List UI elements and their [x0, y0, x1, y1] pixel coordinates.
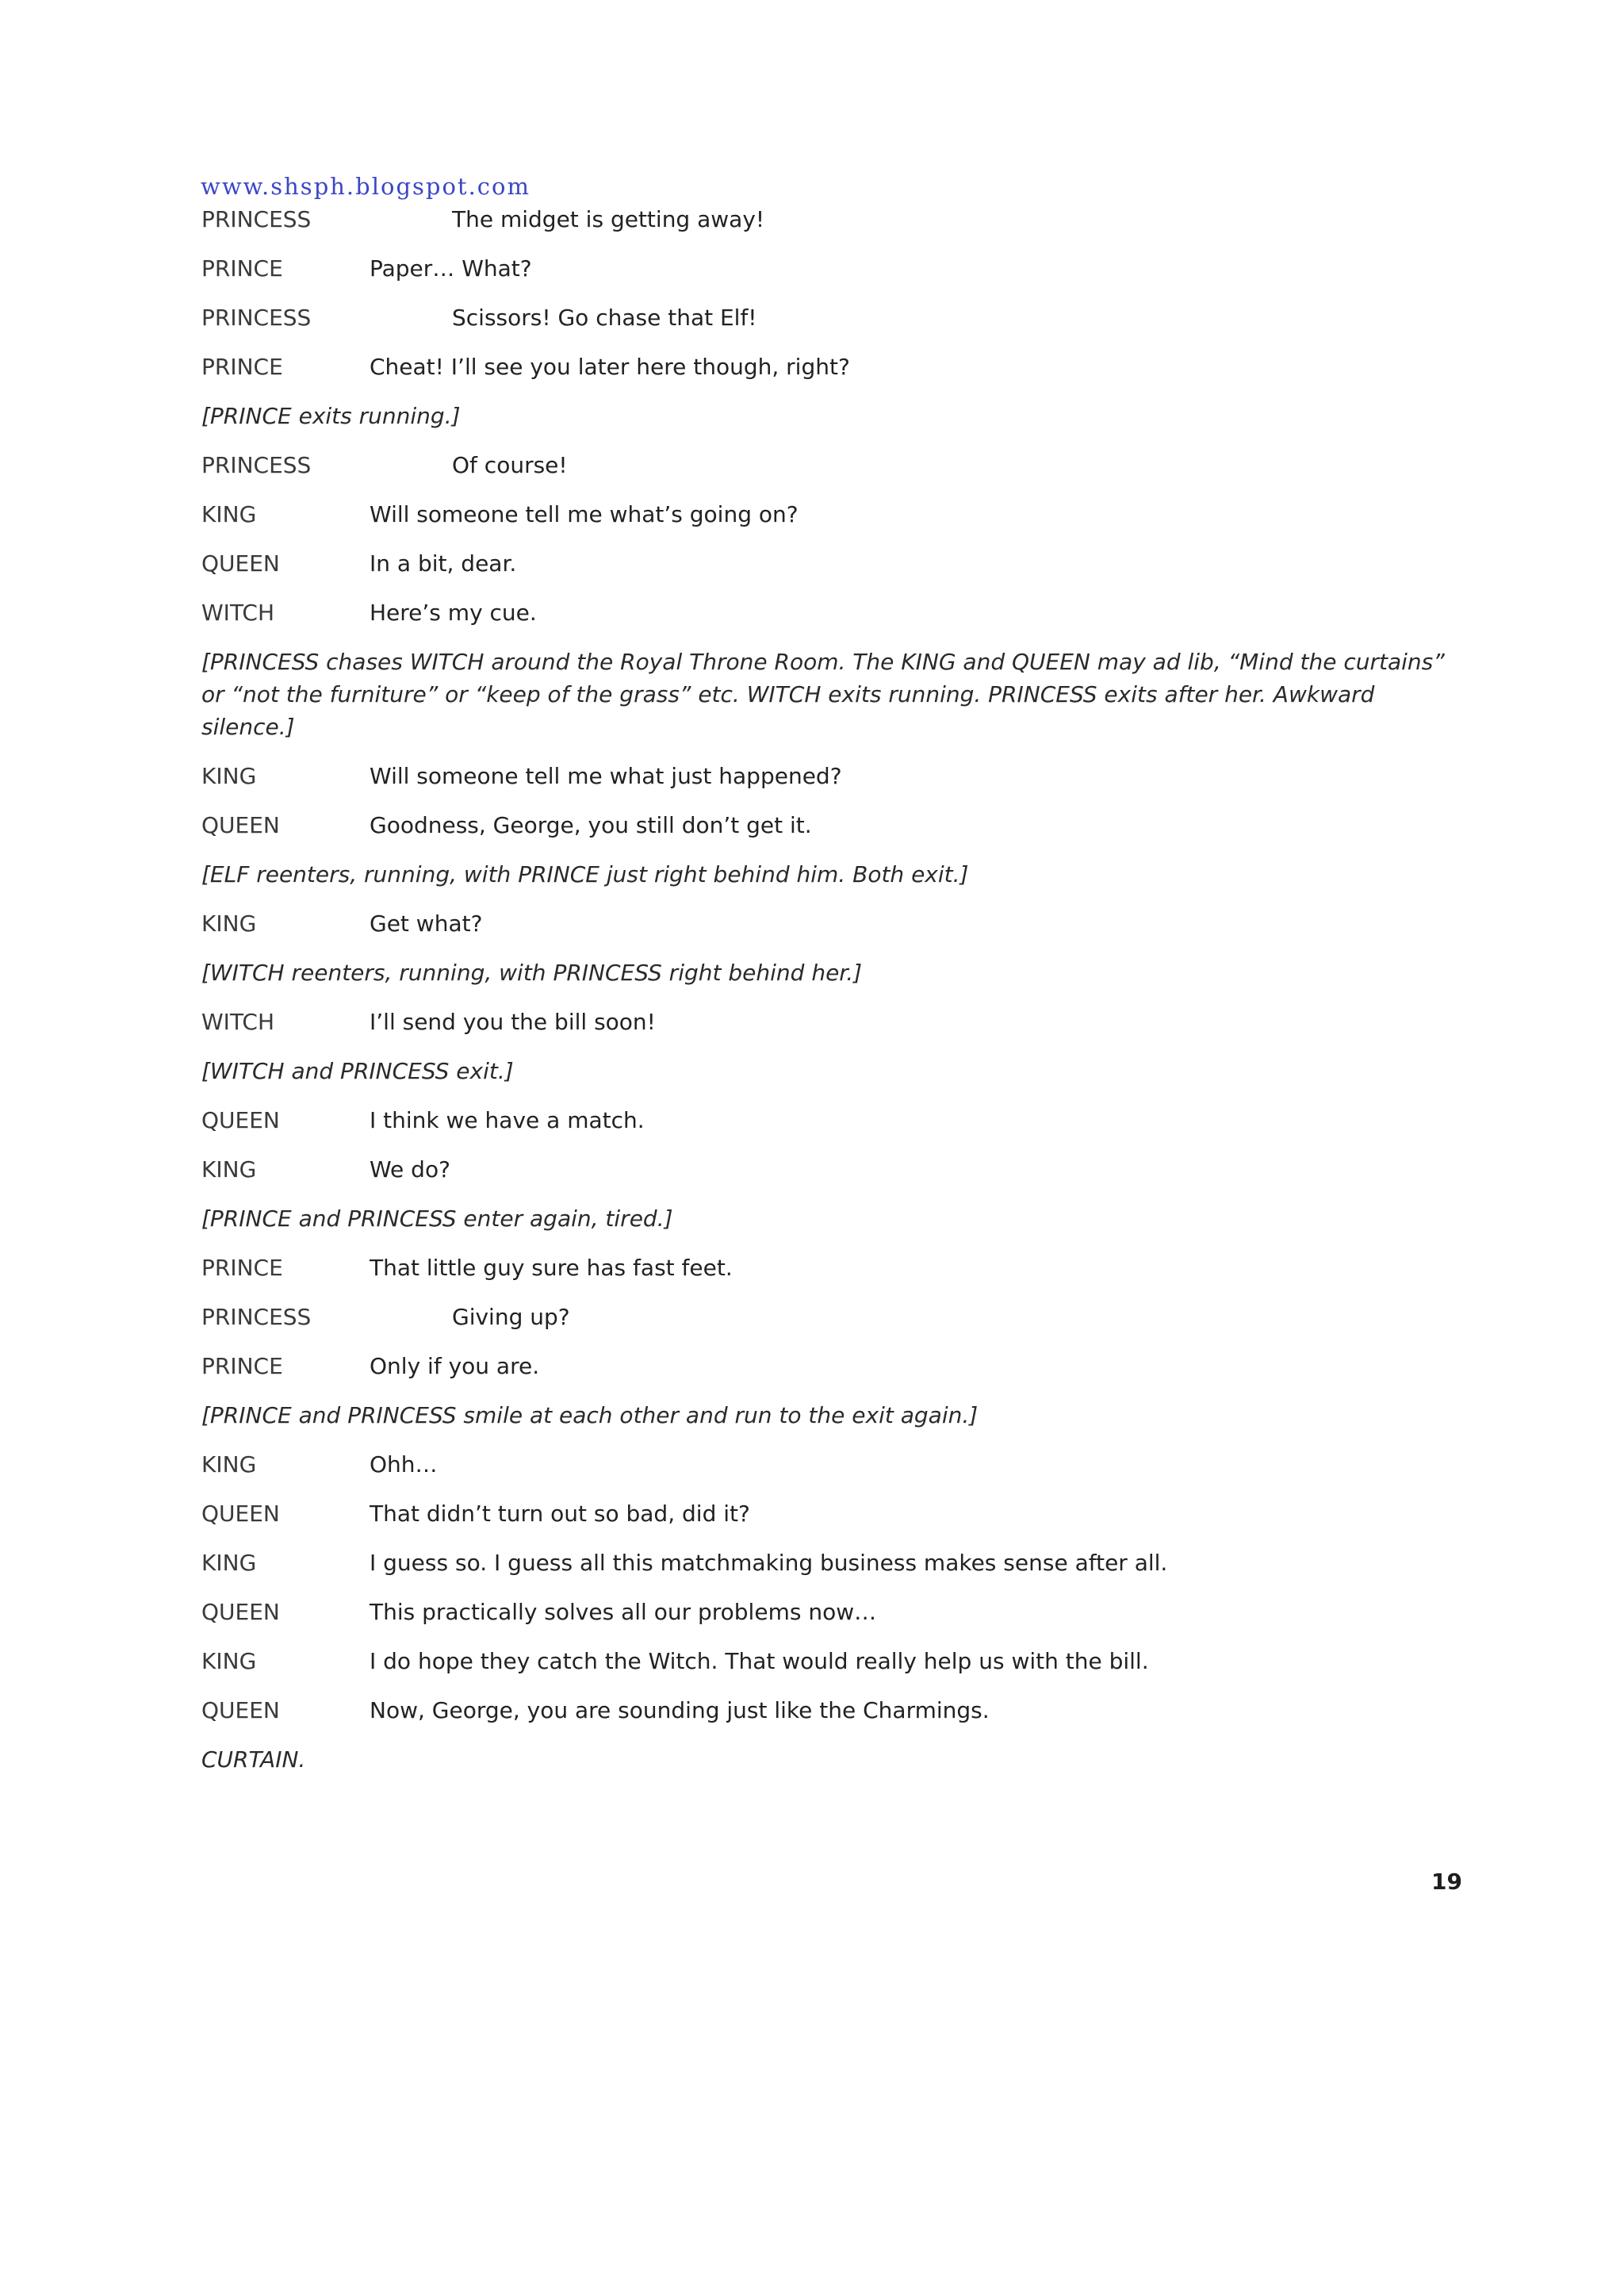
dialogue-line — [201, 1350, 1470, 1382]
dialogue-text: In a bit, dear. — [370, 550, 517, 577]
stage-direction: [WITCH reenters, running, with PRINCESS right behind her.] — [201, 960, 863, 986]
script-body — [201, 203, 1470, 1792]
dialogue-line — [201, 1301, 1470, 1333]
dialogue-text: I think we have a match. — [370, 1107, 645, 1133]
speaker-name: QUEEN — [201, 1107, 280, 1133]
dialogue-text: Here’s my cue. — [370, 600, 537, 626]
dialogue-line — [201, 547, 1470, 580]
speaker-name: QUEEN — [201, 1501, 280, 1527]
dialogue-line — [201, 498, 1470, 531]
dialogue-text: Paper… What? — [370, 255, 532, 282]
stage-direction: [PRINCESS chases WITCH around the Royal Throne Room. The KING and QUEEN may ad lib, “Mind the curtains” or “not the furniture” or “keep of the grass” etc. WITCH exits running. PRINCESS exits after her. Awkward silence.] — [201, 649, 1445, 740]
dialogue-text: Will someone tell me what just happened? — [370, 763, 842, 789]
dialogue-text: We do? — [370, 1156, 450, 1182]
dialogue-line — [201, 1448, 1470, 1481]
stage-direction: [PRINCE exits running.] — [201, 403, 461, 429]
stage-direction: CURTAIN. — [201, 1746, 306, 1773]
speaker-name: KING — [201, 1451, 257, 1478]
speaker-name: KING — [201, 763, 257, 789]
dialogue-text: That didn’t turn out so bad, did it? — [370, 1501, 750, 1527]
speaker-name: PRINCESS — [201, 452, 312, 478]
dialogue-line — [201, 760, 1470, 792]
speaker-name: WITCH — [201, 1009, 275, 1035]
dialogue-text: Get what? — [370, 910, 483, 937]
page-number: 19 — [1431, 1869, 1462, 1895]
dialogue-text: Ohh… — [370, 1451, 438, 1478]
speaker-name: KING — [201, 501, 257, 527]
watermark-url: www.shsph.blogspot.com — [201, 173, 530, 200]
dialogue-text: That little guy sure has fast feet. — [370, 1255, 733, 1281]
speaker-name: KING — [201, 1648, 257, 1674]
dialogue-text: Giving up? — [452, 1304, 570, 1330]
dialogue-line — [201, 809, 1470, 841]
speaker-name: PRINCE — [201, 354, 283, 380]
speaker-name: KING — [201, 910, 257, 937]
dialogue-line — [201, 1153, 1470, 1186]
speaker-name: WITCH — [201, 600, 275, 626]
dialogue-text: Only if you are. — [370, 1353, 540, 1379]
dialogue-text: Cheat! I’ll see you later here though, right? — [370, 354, 850, 380]
stage-direction: [ELF reenters, running, with PRINCE just right behind him. Both exit.] — [201, 861, 969, 887]
dialogue-text: I’ll send you the bill soon! — [370, 1009, 656, 1035]
speaker-name: PRINCE — [201, 1255, 283, 1281]
dialogue-text: Scissors! Go chase that Elf! — [452, 305, 757, 331]
dialogue-line — [201, 351, 1470, 383]
speaker-name: QUEEN — [201, 1697, 280, 1723]
dialogue-text: This practically solves all our problems now… — [370, 1599, 877, 1625]
dialogue-line — [201, 252, 1470, 285]
dialogue-text: Of course! — [452, 452, 568, 478]
speaker-name: PRINCE — [201, 1353, 283, 1379]
speaker-name: KING — [201, 1550, 257, 1576]
dialogue-line — [201, 1497, 1470, 1530]
dialogue-line — [201, 203, 1470, 236]
dialogue-text: Now, George, you are sounding just like the Charmings. — [370, 1697, 990, 1723]
speaker-name: PRINCE — [201, 255, 283, 282]
dialogue-line — [201, 1006, 1470, 1038]
dialogue-line — [201, 1694, 1470, 1727]
speaker-name: QUEEN — [201, 1599, 280, 1625]
stage-direction: [WITCH and PRINCESS exit.] — [201, 1058, 514, 1084]
stage-direction: [PRINCE and PRINCESS smile at each other and run to the exit again.] — [201, 1402, 979, 1428]
speaker-name: PRINCESS — [201, 1304, 312, 1330]
dialogue-line — [201, 1645, 1470, 1677]
dialogue-line — [201, 907, 1470, 940]
dialogue-text: The midget is getting away! — [452, 206, 765, 232]
dialogue-line — [201, 1251, 1470, 1284]
dialogue-line — [201, 596, 1470, 629]
dialogue-text: Goodness, George, you still don’t get it. — [370, 812, 812, 838]
dialogue-line — [201, 1596, 1470, 1628]
speaker-name: KING — [201, 1156, 257, 1182]
dialogue-text: I guess so. I guess all this matchmaking business makes sense after all. — [370, 1550, 1168, 1576]
stage-direction: [PRINCE and PRINCESS enter again, tired.] — [201, 1205, 673, 1232]
speaker-name: QUEEN — [201, 812, 280, 838]
dialogue-text: I do hope they catch the Witch. That would really help us with the bill. — [370, 1648, 1149, 1674]
speaker-name: PRINCESS — [201, 305, 312, 331]
dialogue-line — [201, 449, 1470, 481]
dialogue-line — [201, 1547, 1470, 1579]
speaker-name: QUEEN — [201, 550, 280, 577]
dialogue-text: Will someone tell me what’s going on? — [370, 501, 799, 527]
dialogue-line — [201, 301, 1470, 334]
speaker-name: PRINCESS — [201, 206, 312, 232]
dialogue-line — [201, 1104, 1470, 1137]
